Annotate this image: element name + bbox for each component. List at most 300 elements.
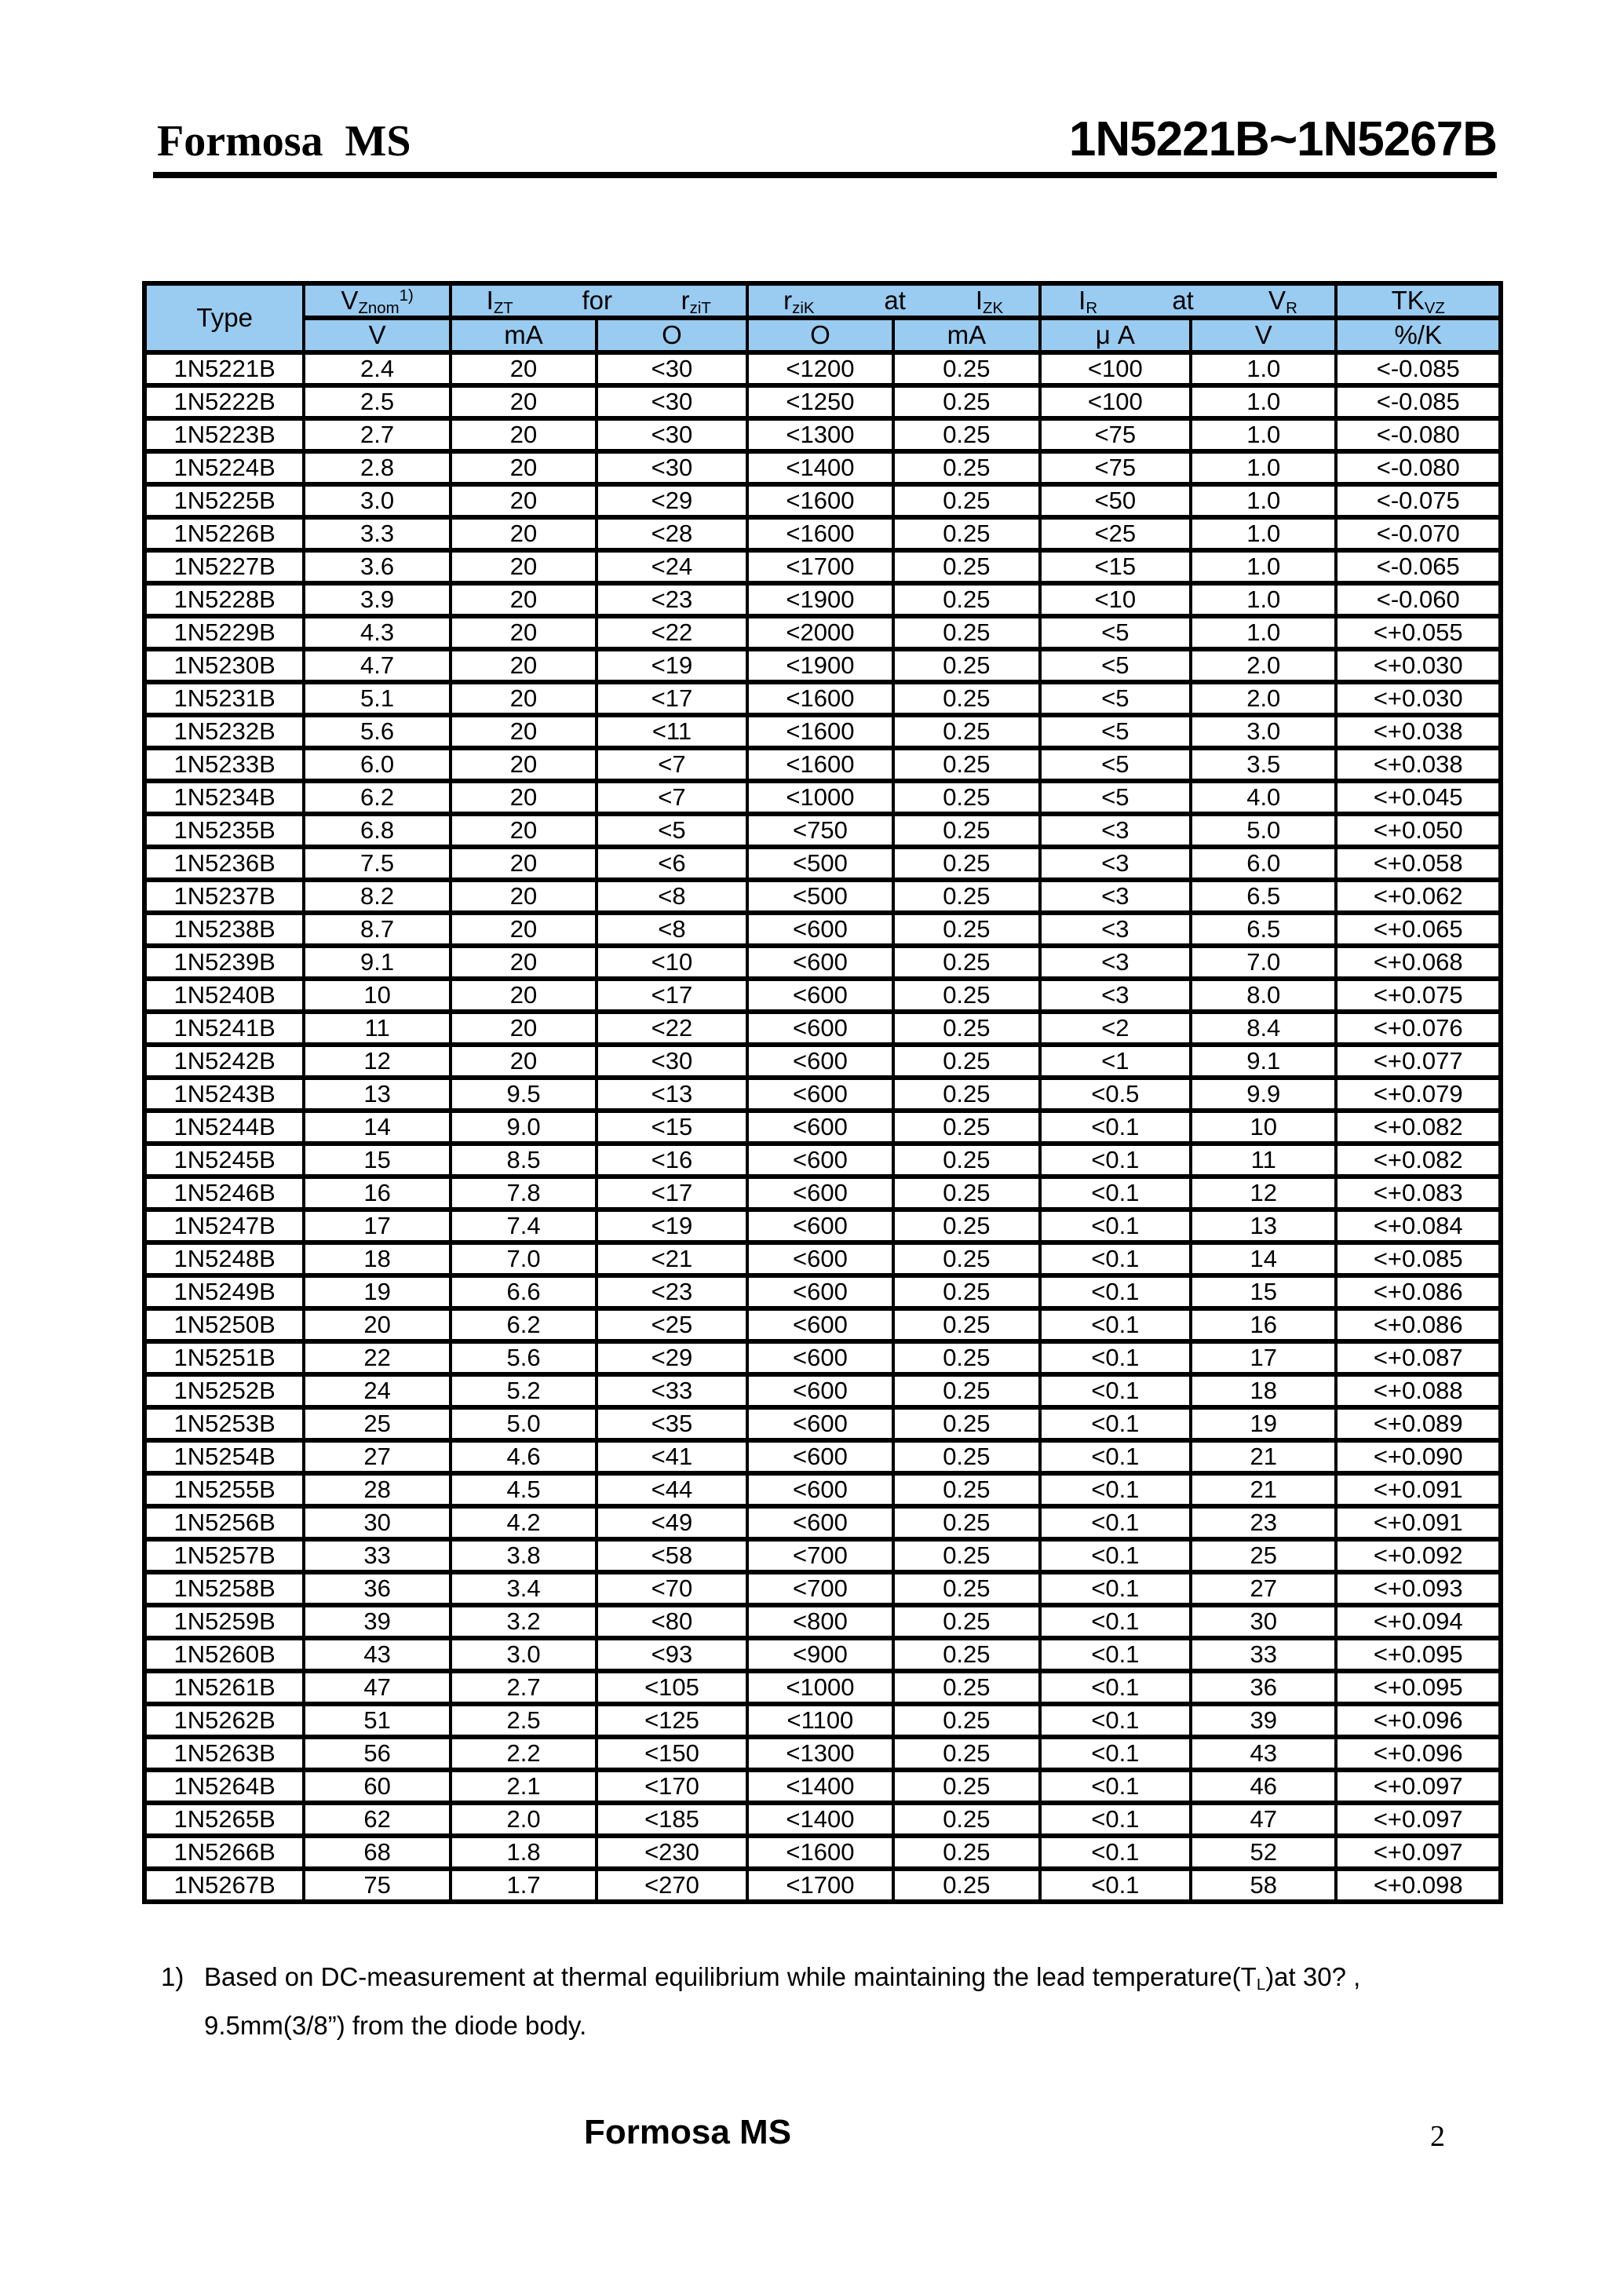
value-cell: 39 [1191,1704,1336,1737]
value-cell: 20 [451,913,597,946]
value-cell: <600 [747,1374,893,1407]
value-cell: <5 [597,814,746,847]
ir-connector: at [1172,286,1194,315]
value-cell: 6.5 [1191,880,1336,913]
value-cell: <10 [597,946,746,979]
table-row [144,451,1501,484]
value-cell: 33 [1191,1638,1336,1671]
value-cell: 20 [451,583,597,616]
value-cell: <0.1 [1040,1144,1191,1177]
value-cell: 56 [304,1737,450,1770]
value-cell: 9.9 [1191,1078,1336,1111]
table-row [144,1737,1501,1770]
value-cell: 0.25 [893,946,1039,979]
value-cell: <600 [747,1210,893,1242]
value-cell: <75 [1040,418,1191,451]
value-cell: 16 [1191,1308,1336,1341]
table-row [144,1506,1501,1539]
type-cell: 1N5260B [144,1638,304,1671]
value-cell: <+0.098 [1336,1869,1501,1902]
value-cell: 20 [451,418,597,451]
value-cell: 2.2 [451,1737,597,1770]
value-cell: <0.5 [1040,1078,1191,1111]
type-cell: 1N5236B [144,847,304,880]
table-row [144,1770,1501,1803]
table-row [144,1407,1501,1440]
value-cell: <+0.097 [1336,1836,1501,1869]
value-cell: 5.6 [451,1341,597,1374]
value-cell: 0.25 [893,1671,1039,1704]
value-cell: 43 [1191,1737,1336,1770]
value-cell: 4.0 [1191,781,1336,814]
vr-symbol: $V_R$ [1268,286,1297,318]
value-cell: 0.25 [893,1506,1039,1539]
value-cell: 39 [304,1605,450,1638]
value-cell: <22 [597,1012,746,1045]
value-cell: <0.1 [1040,1407,1191,1440]
type-cell: 1N5232B [144,715,304,748]
table-row [144,1374,1501,1407]
unit-rzit: O [597,318,746,352]
value-cell: <6 [597,847,746,880]
value-cell: <30 [597,418,746,451]
type-cell: 1N5224B [144,451,304,484]
table-row [144,979,1501,1012]
value-cell: 46 [1191,1770,1336,1803]
value-cell: <600 [747,1045,893,1078]
value-cell: <70 [597,1572,746,1605]
value-cell: <+0.093 [1336,1572,1501,1605]
table-row [144,1473,1501,1506]
value-cell: <+0.050 [1336,814,1501,847]
table-row [144,1704,1501,1737]
value-cell: 20 [451,352,597,385]
value-cell: <+0.038 [1336,715,1501,748]
value-cell: 62 [304,1803,450,1836]
value-cell: <100 [1040,385,1191,418]
value-cell: <0.1 [1040,1111,1191,1144]
value-cell: 3.9 [304,583,450,616]
value-cell: <2000 [747,616,893,649]
type-cell: 1N5239B [144,946,304,979]
value-cell: 0.25 [893,649,1039,682]
value-cell: 10 [1191,1111,1336,1144]
value-cell: 1.0 [1191,385,1336,418]
value-cell: 20 [451,715,597,748]
izt-symbol: $I_{ZT}$ [486,286,513,318]
value-cell: <+0.097 [1336,1803,1501,1836]
value-cell: 0.25 [893,1704,1039,1737]
value-cell: 1.0 [1191,451,1336,484]
value-cell: 0.25 [893,1144,1039,1177]
value-cell: 6.0 [304,748,450,781]
value-cell: 9.1 [1191,1045,1336,1078]
value-cell: <500 [747,880,893,913]
type-cell: 1N5226B [144,517,304,550]
value-cell: 1.0 [1191,616,1336,649]
value-cell: <1600 [747,1836,893,1869]
value-cell: <33 [597,1374,746,1407]
value-cell: 0.25 [893,1210,1039,1242]
value-cell: 9.5 [451,1078,597,1111]
table-row [144,1440,1501,1473]
value-cell: <600 [747,1242,893,1275]
value-cell: 4.5 [451,1473,597,1506]
value-cell: <+0.086 [1336,1275,1501,1308]
value-cell: 0.25 [893,880,1039,913]
footnote-line-1 [161,1962,1360,1992]
value-cell: <8 [597,880,746,913]
value-cell: <+0.058 [1336,847,1501,880]
value-cell: <800 [747,1605,893,1638]
value-cell: <+0.084 [1336,1210,1501,1242]
unit-ir: μ A [1040,318,1191,352]
value-cell: 20 [451,616,597,649]
value-cell: 1.0 [1191,418,1336,451]
value-cell: <16 [597,1144,746,1177]
value-cell: <700 [747,1539,893,1572]
value-cell: <+0.089 [1336,1407,1501,1440]
value-cell: <+0.087 [1336,1341,1501,1374]
value-cell: <11 [597,715,746,748]
value-cell: 4.3 [304,616,450,649]
value-cell: 20 [451,682,597,715]
value-cell: 1.0 [1191,550,1336,583]
value-cell: 0.25 [893,1440,1039,1473]
value-cell: 52 [1191,1836,1336,1869]
value-cell: <5 [1040,682,1191,715]
value-cell: <1600 [747,715,893,748]
table-body [144,352,1501,1902]
value-cell: 0.25 [893,1605,1039,1638]
header-row-symbols [144,283,1501,318]
value-cell: 0.25 [893,1572,1039,1605]
value-cell: <3 [1040,880,1191,913]
value-cell: 1.0 [1191,352,1336,385]
value-cell: <30 [597,451,746,484]
type-cell: 1N5227B [144,550,304,583]
table-row [144,1275,1501,1308]
value-cell: <600 [747,1144,893,1177]
value-cell: <0.1 [1040,1770,1191,1803]
value-cell: 12 [1191,1177,1336,1210]
value-cell: 20 [451,451,597,484]
value-cell: 8.4 [1191,1012,1336,1045]
value-cell: 0.25 [893,1770,1039,1803]
value-cell: 2.5 [451,1704,597,1737]
value-cell: 25 [1191,1539,1336,1572]
value-cell: <-0.080 [1336,451,1501,484]
value-cell: 3.0 [1191,715,1336,748]
unit-tkvz: %/K [1336,318,1501,352]
type-cell: 1N5223B [144,418,304,451]
value-cell: <58 [597,1539,746,1572]
value-cell: <0.1 [1040,1210,1191,1242]
col-header-tkvz [1336,283,1501,318]
value-cell: 18 [1191,1374,1336,1407]
value-cell: <+0.096 [1336,1737,1501,1770]
value-cell: 8.0 [1191,979,1336,1012]
value-cell: 4.6 [451,1440,597,1473]
table-row [144,484,1501,517]
value-cell: <600 [747,1275,893,1308]
value-cell: <0.1 [1040,1737,1191,1770]
value-cell: <1250 [747,385,893,418]
izk-symbol: $I_{ZK}$ [975,286,1004,318]
value-cell: <5 [1040,616,1191,649]
value-cell: 0.25 [893,1308,1039,1341]
value-cell: <+0.079 [1336,1078,1501,1111]
value-cell: 9.1 [304,946,450,979]
value-cell: 36 [304,1572,450,1605]
value-cell: <+0.055 [1336,616,1501,649]
type-cell: 1N5258B [144,1572,304,1605]
value-cell: <35 [597,1407,746,1440]
value-cell: <1 [1040,1045,1191,1078]
value-cell: 24 [304,1374,450,1407]
value-cell: <5 [1040,715,1191,748]
table-row [144,1177,1501,1210]
value-cell: <0.1 [1040,1704,1191,1737]
value-cell: <50 [1040,484,1191,517]
value-cell: 20 [451,748,597,781]
value-cell: 5.2 [451,1374,597,1407]
table-row [144,1836,1501,1869]
value-cell: <600 [747,979,893,1012]
rzit-symbol: $r_{ziT}$ [681,286,711,318]
type-cell: 1N5228B [144,583,304,616]
value-cell: 10 [304,979,450,1012]
table-row [144,682,1501,715]
value-cell: 3.4 [451,1572,597,1605]
type-cell: 1N5264B [144,1770,304,1803]
value-cell: 0.25 [893,715,1039,748]
value-cell: 0.25 [893,418,1039,451]
value-cell: <600 [747,946,893,979]
value-cell: 0.25 [893,1078,1039,1111]
value-cell: 1.0 [1191,517,1336,550]
value-cell: 7.4 [451,1210,597,1242]
value-cell: <0.1 [1040,1506,1191,1539]
value-cell: <1700 [747,550,893,583]
value-cell: 0.25 [893,1341,1039,1374]
value-cell: 6.8 [304,814,450,847]
value-cell: 0.25 [893,1638,1039,1671]
value-cell: 3.8 [451,1539,597,1572]
type-cell: 1N5240B [144,979,304,1012]
value-cell: 22 [304,1341,450,1374]
value-cell: <-0.085 [1336,352,1501,385]
value-cell: <23 [597,1275,746,1308]
value-cell: 3.0 [451,1638,597,1671]
value-cell: 60 [304,1770,450,1803]
value-cell: <-0.065 [1336,550,1501,583]
unit-rzik: O [747,318,893,352]
page-title: 1N5221B~1N5267B [1068,112,1497,166]
type-cell: 1N5241B [144,1012,304,1045]
value-cell: <19 [597,1210,746,1242]
type-cell: 1N5235B [144,814,304,847]
value-cell: 1.0 [1191,583,1336,616]
value-cell: <75 [1040,451,1191,484]
col-header-ir-group [1040,283,1337,318]
value-cell: 17 [1191,1341,1336,1374]
value-cell: 19 [304,1275,450,1308]
value-cell: 21 [1191,1473,1336,1506]
value-cell: 68 [304,1836,450,1869]
type-cell: 1N5230B [144,649,304,682]
type-cell: 1N5238B [144,913,304,946]
value-cell: <49 [597,1506,746,1539]
type-cell: 1N5259B [144,1605,304,1638]
footnote-line-2: 9.5mm(3/8”) from the diode body. [204,2011,587,2040]
value-cell: 20 [451,781,597,814]
type-cell: 1N5253B [144,1407,304,1440]
value-cell: <700 [747,1572,893,1605]
type-label: Type [196,303,253,332]
vznom-subscript: Znom [358,299,400,318]
value-cell: <+0.097 [1336,1770,1501,1803]
value-cell: 16 [304,1177,450,1210]
value-cell: 0.25 [893,913,1039,946]
value-cell: 11 [1191,1144,1336,1177]
type-cell: 1N5254B [144,1440,304,1473]
value-cell: 20 [451,550,597,583]
value-cell: 30 [304,1506,450,1539]
value-cell: <600 [747,1177,893,1210]
tkvz-subscript: VZ [1424,299,1445,318]
value-cell: 13 [1191,1210,1336,1242]
footnote-text: Based on DC-measurement at thermal equilibrium while maintaining the lead $temperature(T_L)at$ 30? , [204,1962,1361,1994]
value-cell: 27 [1191,1572,1336,1605]
value-cell: <1900 [747,583,893,616]
type-cell: 1N5233B [144,748,304,781]
value-cell: <28 [597,517,746,550]
value-cell: 0.25 [893,781,1039,814]
value-cell: 1.0 [1191,484,1336,517]
table-row [144,715,1501,748]
value-cell: 14 [1191,1242,1336,1275]
value-cell: <3 [1040,913,1191,946]
type-cell: 1N5242B [144,1045,304,1078]
tkvz-symbol: TK [1391,286,1425,315]
value-cell: <13 [597,1078,746,1111]
type-cell: 1N5261B [144,1671,304,1704]
value-cell: <0.1 [1040,1539,1191,1572]
value-cell: 0.25 [893,1111,1039,1144]
header-row-units [144,318,1501,352]
col-header-izt-group [451,283,747,318]
value-cell: <0.1 [1040,1308,1191,1341]
value-cell: <1400 [747,451,893,484]
value-cell: <+0.085 [1336,1242,1501,1275]
value-cell: <+0.076 [1336,1012,1501,1045]
type-cell: 1N5255B [144,1473,304,1506]
value-cell: 47 [1191,1803,1336,1836]
value-cell: 0.25 [893,1407,1039,1440]
value-cell: <0.1 [1040,1605,1191,1638]
value-cell: 0.25 [893,517,1039,550]
table-row [144,1803,1501,1836]
type-cell: 1N5243B [144,1078,304,1111]
value-cell: <+0.095 [1336,1638,1501,1671]
value-cell: 7.0 [451,1242,597,1275]
value-cell: 2.7 [451,1671,597,1704]
value-cell: <3 [1040,814,1191,847]
value-cell: 21 [1191,1440,1336,1473]
type-cell: 1N5245B [144,1144,304,1177]
value-cell: 0.25 [893,583,1039,616]
value-cell: 2.0 [1191,682,1336,715]
value-cell: <93 [597,1638,746,1671]
value-cell: 7.5 [304,847,450,880]
value-cell: <+0.090 [1336,1440,1501,1473]
value-cell: 8.2 [304,880,450,913]
value-cell: 0.25 [893,1869,1039,1902]
value-cell: <24 [597,550,746,583]
table-row [144,1111,1501,1144]
table-row [144,550,1501,583]
value-cell: <+0.091 [1336,1473,1501,1506]
value-cell: 9.0 [451,1111,597,1144]
value-cell: <0.1 [1040,1836,1191,1869]
value-cell: <-0.060 [1336,583,1501,616]
type-cell: 1N5265B [144,1803,304,1836]
company-brand: Formosa MS [157,117,411,166]
value-cell: <0.1 [1040,1638,1191,1671]
value-cell: 0.25 [893,1177,1039,1210]
value-cell: <600 [747,1506,893,1539]
value-cell: <1400 [747,1770,893,1803]
value-cell: <500 [747,847,893,880]
table-row [144,946,1501,979]
value-cell: 20 [451,880,597,913]
value-cell: <17 [597,979,746,1012]
value-cell: 6.5 [1191,913,1336,946]
value-cell: <2 [1040,1012,1191,1045]
table-row [144,517,1501,550]
value-cell: 6.6 [451,1275,597,1308]
value-cell: <185 [597,1803,746,1836]
type-cell: 1N5229B [144,616,304,649]
type-cell: 1N5234B [144,781,304,814]
izt-connector: for [582,286,612,315]
value-cell: <1000 [747,1671,893,1704]
value-cell: <+0.096 [1336,1704,1501,1737]
value-cell: 12 [304,1045,450,1078]
unit-izk: mA [893,318,1039,352]
type-cell: 1N5250B [144,1308,304,1341]
value-cell: <5 [1040,748,1191,781]
col-header-vznom [304,283,450,318]
value-cell: 0.25 [893,451,1039,484]
table-row [144,1012,1501,1045]
table-row [144,847,1501,880]
value-cell: 2.7 [304,418,450,451]
value-cell: 20 [451,814,597,847]
value-cell: 7.8 [451,1177,597,1210]
value-cell: <1600 [747,517,893,550]
value-cell: 0.25 [893,748,1039,781]
table-header [144,283,1501,352]
value-cell: 7.0 [1191,946,1336,979]
type-cell: 1N5221B [144,352,304,385]
value-cell: <+0.045 [1336,781,1501,814]
value-cell: <15 [597,1111,746,1144]
type-cell: 1N5248B [144,1242,304,1275]
value-cell: <+0.086 [1336,1308,1501,1341]
value-cell: 1.7 [451,1869,597,1902]
